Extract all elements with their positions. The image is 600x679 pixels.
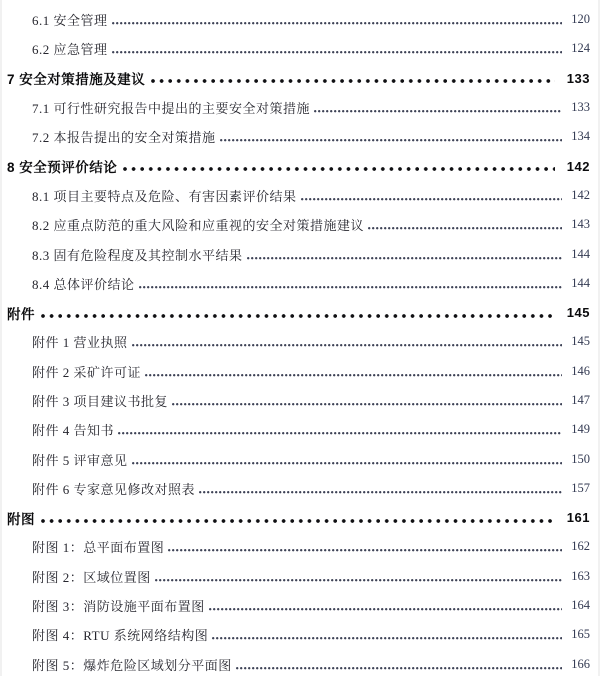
toc-chapter-entry <box>7 298 590 327</box>
toc-entry <box>7 210 590 239</box>
toc-leader-dots <box>236 667 562 670</box>
toc-entry-page: 161 <box>566 510 590 526</box>
toc-entry-label: 8.1 项目主要特点及危险、有害因素评价结果 <box>32 188 297 204</box>
toc-entry-label: 附图 <box>7 511 35 527</box>
toc-entry <box>7 532 590 561</box>
toc-entry-page: 150 <box>571 451 590 466</box>
toc-entry <box>7 34 590 63</box>
toc-entry-label: 7.2 本报告提出的安全对策措施 <box>32 130 216 146</box>
toc-chapter-entry <box>7 151 590 180</box>
toc-chapter-entry <box>7 64 590 93</box>
toc-entry-label: 8.2 应重点防范的重大风险和应重视的安全对策措施建议 <box>32 218 365 234</box>
toc-entry-page: 124 <box>571 41 590 56</box>
toc-entry-page: 165 <box>571 627 590 642</box>
toc-leader-dots <box>151 79 555 83</box>
toc-entry-page: 164 <box>571 598 590 613</box>
toc-entry-label: 附图 3：消防设施平面布置图 <box>32 599 205 615</box>
toc-entry <box>7 5 590 34</box>
toc-leader-dots <box>314 110 562 113</box>
toc-entry-page: 143 <box>571 217 590 232</box>
toc-leader-dots <box>199 491 562 494</box>
toc-entry <box>7 386 590 415</box>
toc-leader-dots <box>41 314 555 318</box>
toc-entry-page: 166 <box>571 656 590 671</box>
toc-leader-dots <box>41 519 555 523</box>
toc-entry <box>7 181 590 210</box>
toc-entry <box>7 122 590 151</box>
toc-entry-page: 145 <box>571 334 590 349</box>
toc-entry-label: 附件 1 营业执照 <box>32 335 128 351</box>
toc-entry <box>7 357 590 386</box>
toc-leader-dots <box>209 608 562 611</box>
toc-entry-label: 附图 1：总平面布置图 <box>32 540 165 556</box>
toc-entry <box>7 444 590 473</box>
toc-leader-dots <box>139 286 562 289</box>
toc-entry <box>7 591 590 620</box>
toc-entry-label: 7.1 可行性研究报告中提出的主要安全对策措施 <box>32 101 311 117</box>
toc-entry-label: 附图 2：区域位置图 <box>32 569 151 585</box>
toc-leader-dots <box>112 51 562 54</box>
toc-entry-label: 6.1 安全管理 <box>32 13 108 29</box>
toc-entry-label: 附件 6 专家意见修改对照表 <box>32 481 196 497</box>
toc-entry-page: 142 <box>566 158 590 174</box>
toc-leader-dots <box>132 462 562 465</box>
toc-entry-label: 附图 5：爆炸危险区域划分平面图 <box>32 657 232 673</box>
toc-entry <box>7 327 590 356</box>
toc-leader-dots <box>145 374 562 377</box>
toc-entry-page: 149 <box>571 422 590 437</box>
toc-entry <box>7 620 590 649</box>
toc-entry-label: 附件 2 采矿许可证 <box>32 364 142 380</box>
toc-entry <box>7 415 590 444</box>
table-of-contents <box>2 0 598 676</box>
toc-leader-dots <box>247 257 562 260</box>
toc-entry-label: 8.4 总体评价结论 <box>32 276 135 292</box>
toc-leader-dots <box>172 403 562 406</box>
toc-entry-page: 145 <box>566 305 590 321</box>
toc-leader-dots <box>301 198 562 201</box>
toc-leader-dots <box>118 432 562 435</box>
toc-entry-label: 附件 4 告知书 <box>32 423 115 439</box>
toc-entry <box>7 239 590 268</box>
toc-entry-page: 144 <box>571 246 590 261</box>
toc-entry <box>7 269 590 298</box>
toc-leader-dots <box>132 344 562 347</box>
toc-entry-label: 8.3 固有危险程度及其控制水平结果 <box>32 247 243 263</box>
toc-leader-dots <box>155 579 562 582</box>
toc-entry-page: 120 <box>571 12 590 27</box>
toc-entry-label: 附图 4：RTU 系统网络结构图 <box>32 628 209 644</box>
toc-entry-page: 163 <box>571 568 590 583</box>
toc-entry-label: 附件 3 项目建议书批复 <box>32 394 169 409</box>
toc-leader-dots <box>368 227 562 230</box>
toc-entry <box>7 650 590 679</box>
toc-leader-dots <box>168 549 562 552</box>
toc-entry-page: 144 <box>571 275 590 290</box>
toc-entry-page: 133 <box>566 70 590 86</box>
toc-leader-dots <box>112 22 562 25</box>
toc-leader-dots <box>212 637 562 640</box>
toc-leader-dots <box>123 167 555 171</box>
toc-entry-page: 146 <box>571 363 590 378</box>
toc-entry-page: 134 <box>571 129 590 144</box>
toc-entry-label: 6.2 应急管理 <box>32 42 108 58</box>
toc-entry <box>7 562 590 591</box>
toc-entry-label: 附件 <box>7 306 35 322</box>
toc-entry <box>7 93 590 122</box>
toc-entry-label: 8 安全预评价结论 <box>7 160 118 176</box>
toc-leader-dots <box>220 139 562 142</box>
toc-entry <box>7 474 590 503</box>
toc-entry-page: 147 <box>571 393 590 407</box>
toc-entry-page: 162 <box>571 539 590 554</box>
toc-entry-page: 142 <box>571 187 590 202</box>
toc-entry-page: 157 <box>571 480 590 495</box>
toc-entry-page: 133 <box>571 100 590 115</box>
toc-entry-label: 附件 5 评审意见 <box>32 452 128 468</box>
toc-entry-label: 7 安全对策措施及建议 <box>7 72 146 88</box>
toc-chapter-entry <box>7 503 590 532</box>
